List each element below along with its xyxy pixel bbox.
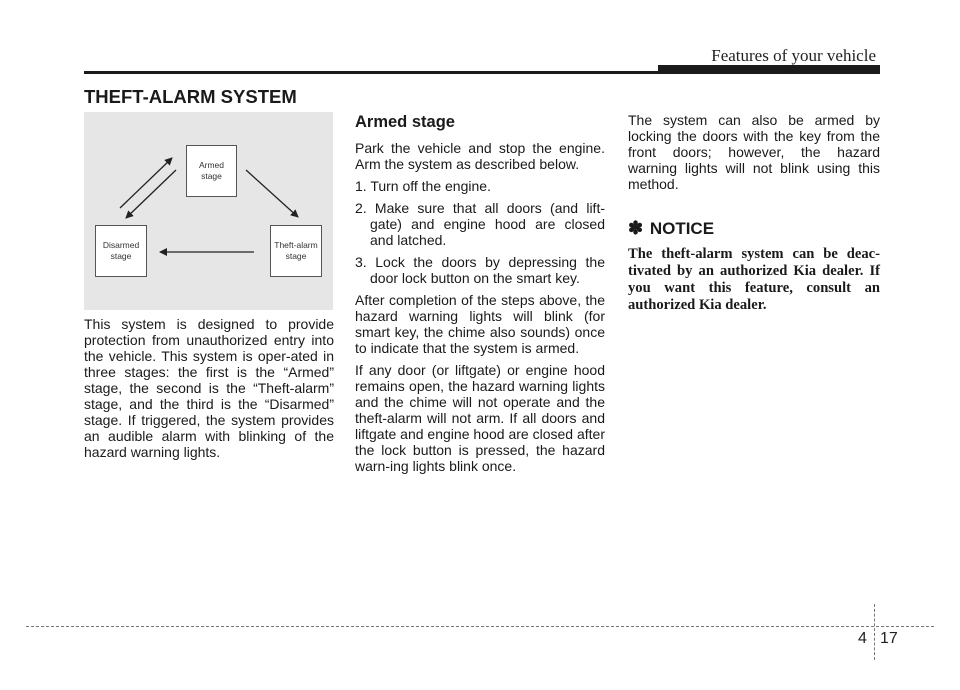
header-title: Features of your vehicle [711, 46, 876, 65]
notice-icon: ✽ [628, 218, 644, 238]
arrow-armed-to-disarmed [126, 170, 176, 218]
theft-alarm-stage-box: Theft-alarm stage [270, 225, 322, 277]
armed-stage-paragraph: After completion of the steps above, the hazard warning lights will blink (for smart key, the chime also sounds) once to indicate that the system is armed. [355, 292, 605, 356]
stage-diagram [84, 112, 333, 310]
column-middle [355, 112, 605, 480]
disarmed-stage-box: Disarmed stage [95, 225, 147, 277]
notice-text: The theft-alarm system can be deac-tivated by an authorized Kia dealer. If you want this feature, consult an authorized Kia dealer. [628, 246, 880, 313]
step-item: 2. Make sure that all doors (and lift-gate) and engine hood are closed and latched. [355, 200, 605, 248]
page-number: 17 [880, 630, 898, 647]
armed-stage-paragraph: If any door (or liftgate) or engine hood remains open, the hazard warning lights and the chime will not operate and the theft-alarm will not arm. If all doors and liftgate and engine hood are closed after the lock button is pressed, the hazard warn-ing lights blink once. [355, 362, 605, 474]
notice-heading [628, 218, 880, 239]
arrow-armed-to-theft [246, 170, 298, 217]
footer-divider [874, 604, 875, 660]
step-item: 1. Turn off the engine. [355, 178, 491, 194]
armed-stage-box: Armed stage [186, 145, 237, 197]
step-item: 3. Lock the doors by depressing the door lock button on the smart key. [355, 254, 605, 286]
footer-rule [26, 626, 934, 627]
chapter-number: 4 [858, 630, 867, 647]
column-left [84, 316, 334, 466]
armed-stage-intro: Park the vehicle and stop the engine. Arm the system as described below. [355, 140, 605, 172]
armed-stage-title: Armed stage [355, 113, 455, 131]
section-title: THEFT-ALARM SYSTEM [84, 86, 297, 107]
key-arming-paragraph: The system can also be armed by locking the doors with the key from the front doors; however, the hazard warning lights will not blink using this method. [628, 112, 880, 192]
notice-title: NOTICE [649, 219, 715, 238]
column-right [628, 112, 880, 314]
intro-paragraph: This system is designed to provide protection from unauthorized entry into the vehicle. This system is oper-ated in three stages: the first is the “Armed” stage, the second is the “Theft-alarm” stage, and the third is the “Disarmed” stage. If triggered, the system provides an audible alarm with blinking of the hazard warning lights. [84, 316, 334, 460]
header-accent-bar [658, 65, 880, 74]
arrow-disarmed-to-armed [120, 158, 172, 208]
diagram-arrows [84, 112, 333, 310]
